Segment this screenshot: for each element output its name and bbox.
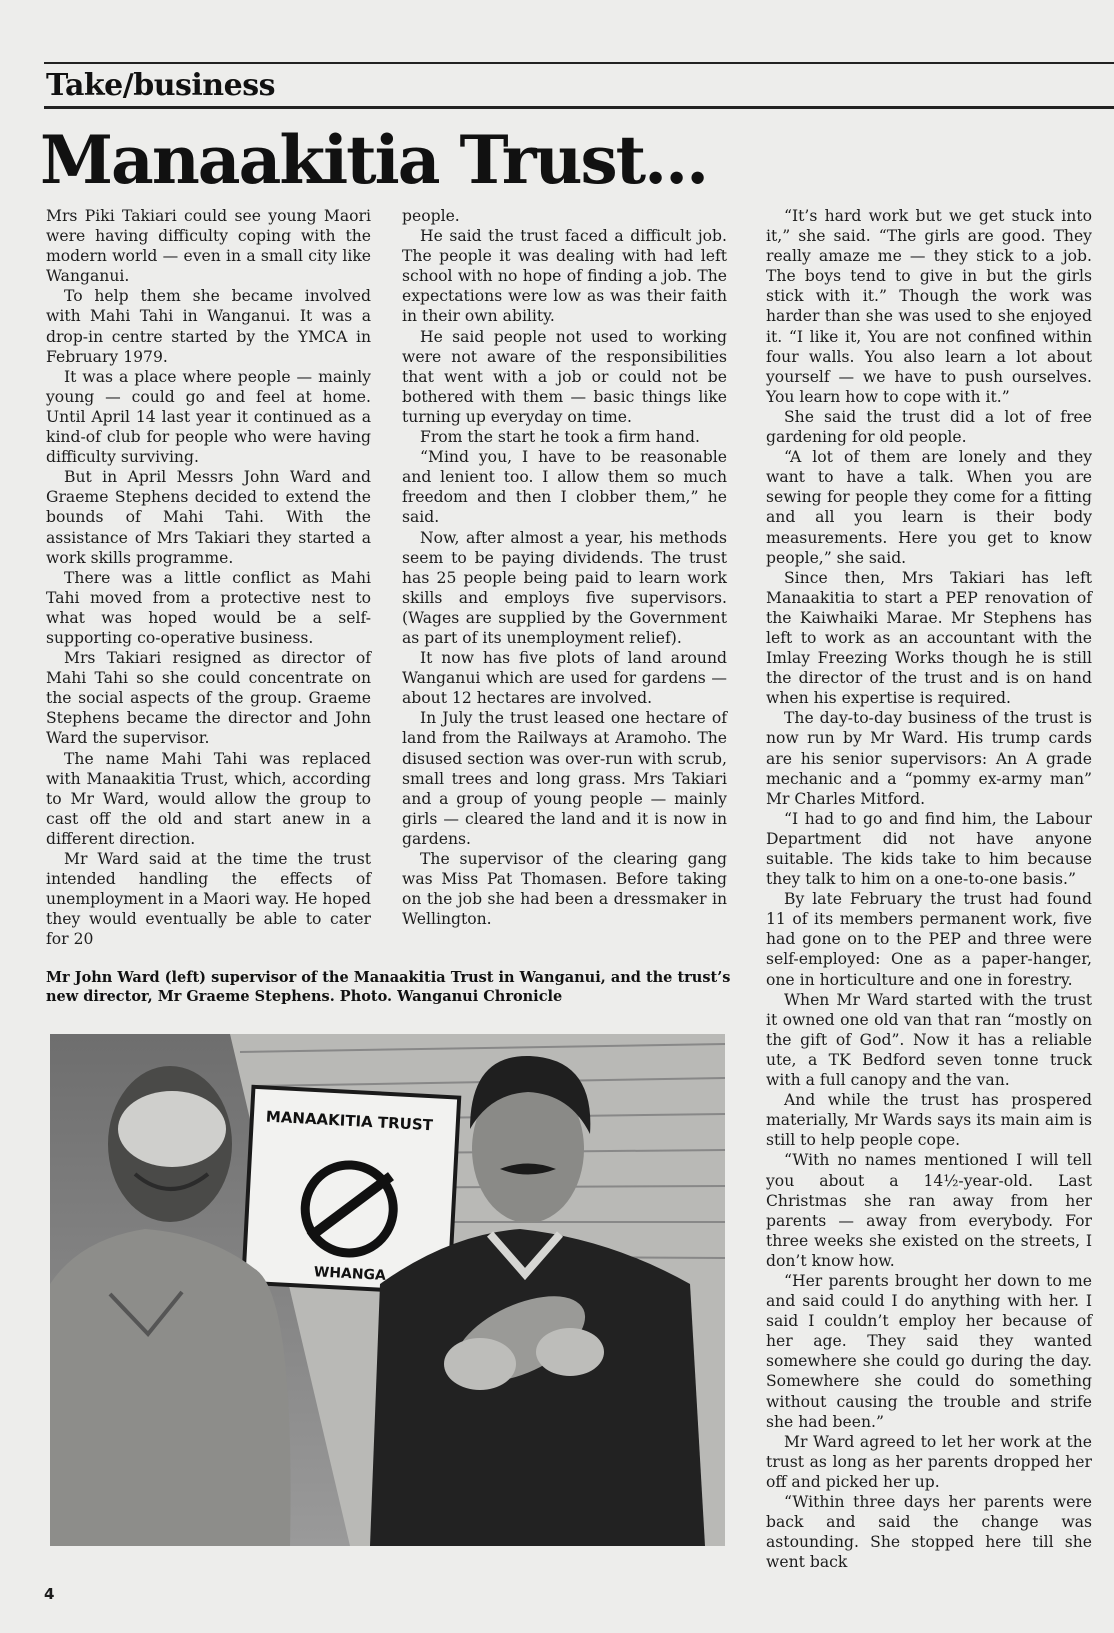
paragraph: “Mind you, I have to be reasonable and lenient too. I allow them so much freedom and then I clobber them,” he said.: [402, 448, 727, 527]
paragraph: It now has five plots of land around Wanganui which are used for gardens — about 12 hectares are involved.: [402, 649, 727, 708]
paragraph: In July the trust leased one hectare of land from the Railways at Aramoho. The disused section was over-run with scrub, small trees and long grass. Mrs Takiari and a group of young people — mainly girls — cleared the land and it is now in gardens.: [402, 709, 727, 848]
paragraph: When Mr Ward started with the trust it owned one old van that ran “mostly on the gift of God”. Now it has a reliable ute, a TK Bedford seven tonne truck with a full canopy and the van.: [766, 990, 1092, 1090]
paragraph: She said the trust did a lot of free gardening for old people.: [766, 407, 1092, 447]
paragraph: The day-to-day business of the trust is now run by Mr Ward. His trump cards are his senior supervisors: An A grade mechanic and a “pommy ex-army man” Mr Charles Mitford.: [766, 709, 1092, 808]
article-column-1: [46, 206, 371, 949]
article-column-2: [402, 206, 727, 929]
section-label: Take/business: [46, 68, 275, 103]
sign-text: MANAAKITIA TRUST: [265, 1107, 434, 1135]
paragraph: Mr Ward said at the time the trust intended handling the effects of unemployment in a Maori way. He hoped they would eventually be able to cater for 20: [46, 850, 371, 949]
paragraph: “I had to go and find him, the Labour Department did not have anyone suitable. The kids take to him because they talk to him on a one-to-one basis.”: [766, 809, 1092, 889]
headline: Manaakitia Trust...: [40, 121, 708, 199]
paragraph: “Within three days her parents were back and said the change was astounding. She stopped here till she went back: [766, 1493, 1092, 1572]
top-rule: [44, 62, 1114, 64]
header-rule: [44, 106, 1114, 109]
photo-caption: Mr John Ward (left) supervisor of the Manaakitia Trust in Wanganui, and the trust’s new director, Mr Graeme Stephens. Photo. Wanganui Chronicle: [46, 969, 731, 1005]
paragraph: “It’s hard work but we get stuck into it,” she said. “The girls are good. They really amaze me — they stick to a job. The boys tend to give in but the girls stick with it.” Though the work was harder than she was used to she enjoyed it. “I like it, You are not confined within four walls. You also learn a lot about yourself — we have to push ourselves. You learn how to cope with it.”: [766, 207, 1092, 406]
paragraph: “Her parents brought her down to me and said could I do anything with her. I said I couldn’t employ her because of her age. They said they wanted somewhere she could go during the day. Somewhere she could do something without causing the trouble and strife she had been.”: [766, 1271, 1092, 1431]
paragraph: The name Mahi Tahi was replaced with Manaakitia Trust, which, according to Mr Ward, would allow the group to cast off the old and start anew in a different direction.: [46, 749, 371, 848]
page-number: 4: [44, 1585, 55, 1603]
paragraph: Mrs Piki Takiari could see young Maori were having difficulty coping with the modern world — even in a small city like Wanganui.: [46, 207, 371, 286]
paragraph: Now, after almost a year, his methods seem to be paying dividends. The trust has 25 people being paid to learn work skills and employs five supervisors. (Wages are supplied by the Government as part of its unemployment relief).: [402, 528, 727, 647]
paragraph: But in April Messrs John Ward and Graeme Stephens decided to extend the bounds of Mahi Tahi. With the assistance of Mrs Takiari they started a work skills programme.: [46, 468, 371, 567]
photograph: [50, 1034, 725, 1546]
paragraph: There was a little conflict as Mahi Tahi moved from a protective nest to what was hoped would be a self-supporting co-operative business.: [46, 568, 371, 647]
article-column-3: [766, 206, 1092, 1572]
paragraph: “A lot of them are lonely and they want to have a talk. When you are sewing for people they come for a fitting and all you learn is their body measurements. Here you get to know people,” she said.: [766, 448, 1092, 567]
paragraph: Mrs Takiari resigned as director of Mahi Tahi so she could concentrate on the social aspects of the group. Graeme Stephens became the director and John Ward the supervisor.: [46, 649, 371, 748]
photo-illustration: [50, 1034, 725, 1546]
paragraph: people.: [402, 207, 460, 225]
paragraph: And while the trust has prospered materially, Mr Wards says its main aim is still to help people cope.: [766, 1091, 1092, 1150]
paragraph: Since then, Mrs Takiari has left Manaakitia to start a PEP renovation of the Kaiwhaiki Marae. Mr Stephens has left to work as an accountant with the Imlay Freezing Works though he is still the director of the trust and is on hand when his expertise is required.: [766, 568, 1092, 708]
paragraph: The supervisor of the clearing gang was Miss Pat Thomasen. Before taking on the job she had been a dressmaker in Wellington.: [402, 850, 727, 929]
paragraph: By late February the trust had found 11 of its members permanent work, five had gone on to the PEP and three were self-employed: One as a paper-hanger, one in horticulture and one in forestry.: [766, 890, 1092, 989]
paragraph: To help them she became involved with Mahi Tahi in Wanganui. It was a drop-in centre started by the YMCA in February 1979.: [46, 287, 371, 366]
paragraph: From the start he took a firm hand.: [420, 428, 700, 447]
paragraph: “With no names mentioned I will tell you about a 14½-year-old. Last Christmas she ran away from her parents — away from everybody. For three weeks she existed on the streets, I don’t know how.: [766, 1151, 1092, 1270]
sign-text: WHANGA: [313, 1264, 387, 1284]
paragraph: He said the trust faced a difficult job. The people it was dealing with had left school with no hope of finding a job. The expectations were low as was their faith in their own ability.: [402, 227, 727, 326]
paragraph: He said people not used to working were not aware of the responsibilities that went with a job or could not be bothered with them — basic things like turning up everyday on time.: [402, 327, 727, 426]
paragraph: Mr Ward agreed to let her work at the trust as long as her parents dropped her off and picked her up.: [766, 1432, 1092, 1491]
paragraph: It was a place where people — mainly young — could go and feel at home. Until April 14 last year it continued as a kind-of club for people who were having difficulty surviving.: [46, 367, 371, 467]
